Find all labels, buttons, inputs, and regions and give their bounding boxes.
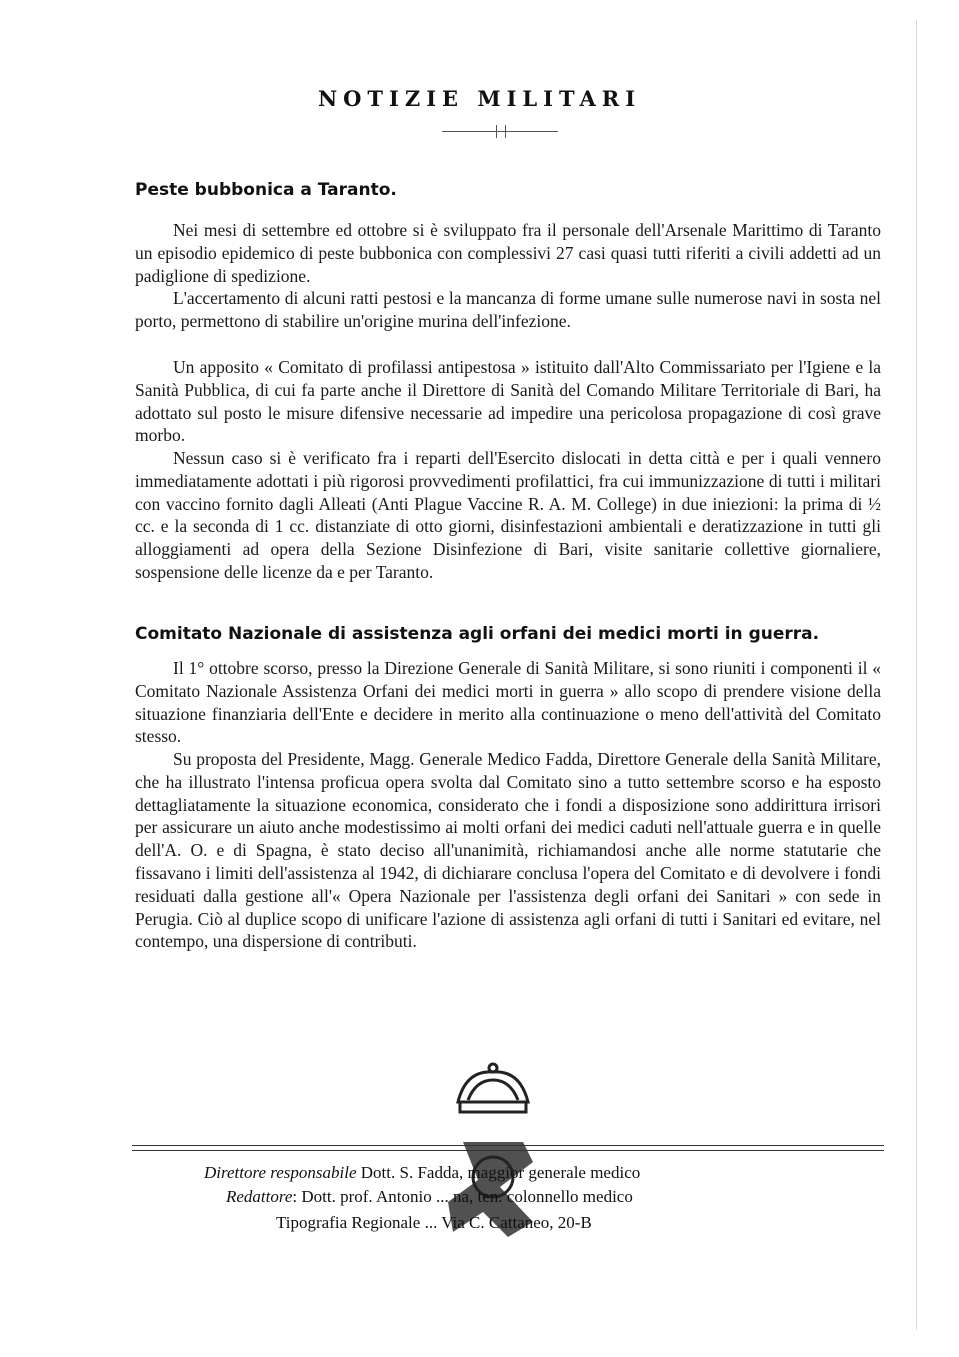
footer-printer: Tipografia Regionale ... Via C. Cattaneo, 20-B: [276, 1213, 592, 1232]
section-heading-plague: Peste bubbonica a Taranto.: [135, 180, 397, 200]
plague-paragraph-1: Nei mesi di settembre ed ottobre si è sviluppato fra il personale dell'Arsenale Marittimo di Taranto un episodio epidemico di peste bubbonica con complessivi 27 casi quasi tutti riferiti a civili addetti ad un padiglione di spedizione.: [135, 220, 881, 286]
title-divider-mark: [496, 125, 506, 138]
footer-director: [204, 1163, 640, 1183]
orphans-paragraph-2: Su proposta del Presidente, Magg. Generale Medico Fadda, Direttore Generale della Sanità Militare, che ha illustrato l'intensa proficua opera svolta dal Comitato sino a tutto settembre scorso e ha esposto dettagliatamente la situazione economica, considerato che i fondi a disposizione sono addirittura irrisori per assicurare un aiuto anche modestissimo ai molti orfani dei medici caduti nell'attuale guerra e in quelle dell'A. O. e di Spagna, è stato deciso all'unanimità, richiamandosi anche alle norme statutarie che fissavano i limiti dell'assistenza al 1942, di dichiarare conclusa l'opera del Comitato e di devolvere i fondi residuati dalla gestione all'« Opera Nazionale per l'assistenza degli orfani dei Sanitari » con sede in Perugia. Ciò al duplice scopo di unificare l'azione di assistenza agli orfani di tutti i Sanitari ed evitare, nel contempo, una dispersione di contributi.: [135, 749, 881, 952]
plague-paragraph-3: Un apposito « Comitato di profilassi antipestosa » istituito dall'Alto Commissariato per l'Igiene e la Sanità Pubblica, di cui fa parte anche il Direttore di Sanità del Comando Militare Territoriale di Bari, ha adottato sul posto le misure difensive necessarie ad impedire una pericolosa propagazione di così grave morbo.: [135, 357, 881, 446]
director-name: Dott. S. Fadda, maggior generale medico: [360, 1163, 641, 1182]
page-edge-line: [916, 20, 917, 1330]
footer-editor: Redattore: Dott. prof. Antonio ... na, ten. colonnello medico: [226, 1187, 633, 1206]
section-heading-orphans: Comitato Nazionale di assistenza agli orfani dei medici morti in guerra.: [135, 624, 820, 644]
director-label: Direttore responsabile: [204, 1163, 357, 1182]
editor-name: Dott. prof. Antonio ... na, ten. colonnello medico: [301, 1187, 633, 1206]
page-title: NOTIZIE MILITARI: [317, 86, 642, 111]
orphans-paragraph-1: Il 1° ottobre scorso, presso la Direzione Generale di Sanità Militare, si sono riuniti i componenti il « Comitato Nazionale Assistenza Orfani dei medici morti in guerra » allo scopo di prendere visione della situazione finanziaria dell'Ente e decidere in merito alla continuazione o meno dell'attività del Comitato stesso.: [135, 658, 881, 747]
plague-paragraph-2: L'accertamento di alcuni ratti pestosi e la mancanza di forme umane sulle numerose navi in sosta nel porto, permettono di stabilire un'origine murina dell'infezione.: [135, 288, 881, 331]
plague-paragraph-4: Nessun caso si è verificato fra i reparti dell'Esercito dislocati in detta città e per i quali vennero immediatamente adottati i più rigorosi provvedimenti profilattici, fra cui immunizzazione di tutti i militari con vaccino fornito dagli Alleati (Anti Plague Vaccine R. A. M. College) in due iniezioni: la prima di ½ cc. e la seconda di 1 cc. distanziate di otto giorni, disinfestazioni ambientali e deratizzazione in tutti gli alloggiamenti ad opera della Sezione Disinfezione di Bari, visite sanitarie collettive giornaliere, sospensione delle licenze da e per Taranto.: [135, 448, 881, 582]
footer-rule-bottom: [132, 1150, 884, 1151]
editor-label: Redattore: [226, 1187, 293, 1206]
footer-rule-top: [132, 1145, 884, 1146]
